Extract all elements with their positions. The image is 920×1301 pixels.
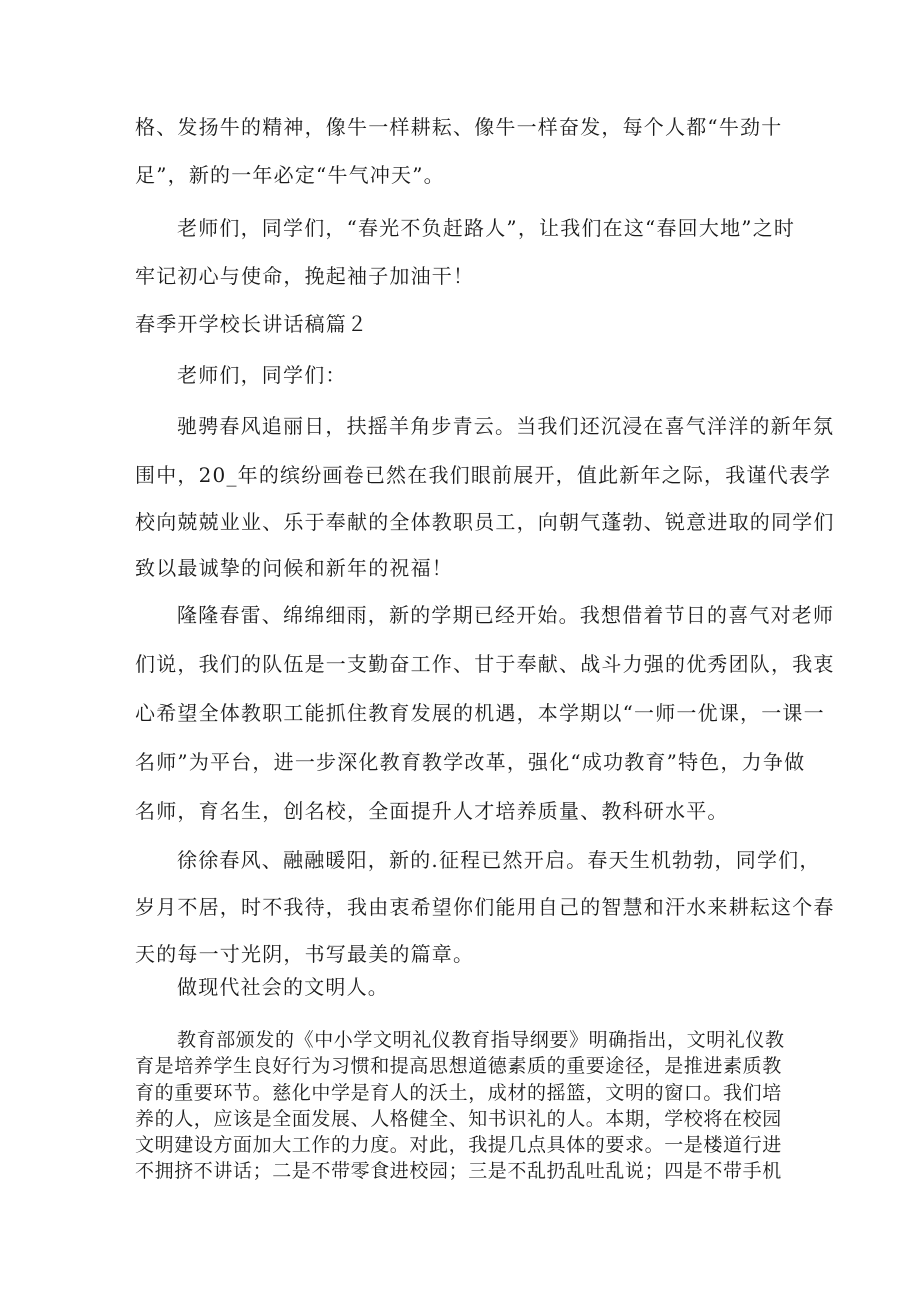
paragraph-line: 校向兢兢业业、乐于奉献的全体教职员工，向朝气蓬勃、锐意进取的同学们 — [135, 510, 835, 534]
paragraph-line: 文明建设方面加大工作的力度。对此，我提几点具体的要求。一是楼道行进 — [135, 1134, 782, 1156]
paragraph-line: 天的每一寸光阴，书写最美的篇章。 — [135, 942, 475, 966]
paragraph-line: 岁月不居，时不我待，我由衷希望你们能用自己的智慧和汗水来耕耘这个春 — [135, 895, 835, 919]
paragraph-line: 养的人，应该是全面发展、人格健全、知书识礼的人。本期，学校将在校园 — [135, 1108, 782, 1130]
paragraph-line: 育是培养学生良好行为习惯和提高思想道德素质的重要途径，是推进素质教 — [135, 1055, 782, 1077]
paragraph-line: 老师们，同学们，“春光不负赶路人”，让我们在这“春回大地”之时 — [177, 216, 796, 240]
paragraph-line: 致以最诚挚的问候和新年的祝福！ — [135, 556, 453, 580]
section-heading: 春季开学校长讲话稿篇２ — [135, 312, 369, 336]
paragraph-line: 格、发扬牛的精神，像牛一样耕耘、像牛一样奋发，每个人都“牛劲十 — [135, 115, 783, 139]
paragraph-line: 围中，20_年的缤纷画卷已然在我们眼前展开，值此新年之际，我谨代表学 — [135, 463, 832, 487]
paragraph-line: 们说，我们的队伍是一支勤奋工作、甘于奉献、战斗力强的优秀团队，我衷 — [135, 652, 835, 676]
paragraph-line: 名师，育名生，创名校，全面提升人才培养质量、教科研水平。 — [135, 799, 729, 823]
paragraph-line: 隆隆春雷、绵绵细雨，新的学期已经开始。我想借着节日的喜气对老师 — [177, 603, 835, 627]
salutation: 老师们，同学们： — [177, 363, 347, 387]
paragraph-line: 育的重要环节。慈化中学是育人的沃土，成材的摇篮，文明的窗口。我们培 — [135, 1082, 782, 1104]
paragraph-line: 牢记初心与使命，挽起袖子加油干！ — [135, 264, 475, 288]
paragraph-line: 做现代社会的文明人。 — [177, 975, 389, 999]
paragraph-line: 不拥挤不讲话；二是不带零食进校园；三是不乱扔乱吐乱说；四是不带手机 — [135, 1160, 782, 1182]
paragraph-line: 徐徐春风、融融暖阳，新的.征程已然开启。春天生机勃勃，同学们， — [177, 848, 821, 872]
paragraph-line: 足”，新的一年必定“牛气冲天”。 — [135, 163, 445, 187]
paragraph-line: 名师”为平台，进一步深化教育教学改革，强化“成功教育”特色，力争做 — [135, 750, 806, 774]
paragraph-line: 心希望全体教职工能抓住教育发展的机遇，本学期以“一师一优课，一课一 — [135, 701, 825, 725]
paragraph-line: 驰骋春风追丽日，扶摇羊角步青云。当我们还沉浸在喜气洋洋的新年氛 — [177, 414, 835, 438]
paragraph-line: 教育部颁发的《中小学文明礼仪教育指导纲要》明确指出，文明礼仪教 — [177, 1029, 785, 1051]
